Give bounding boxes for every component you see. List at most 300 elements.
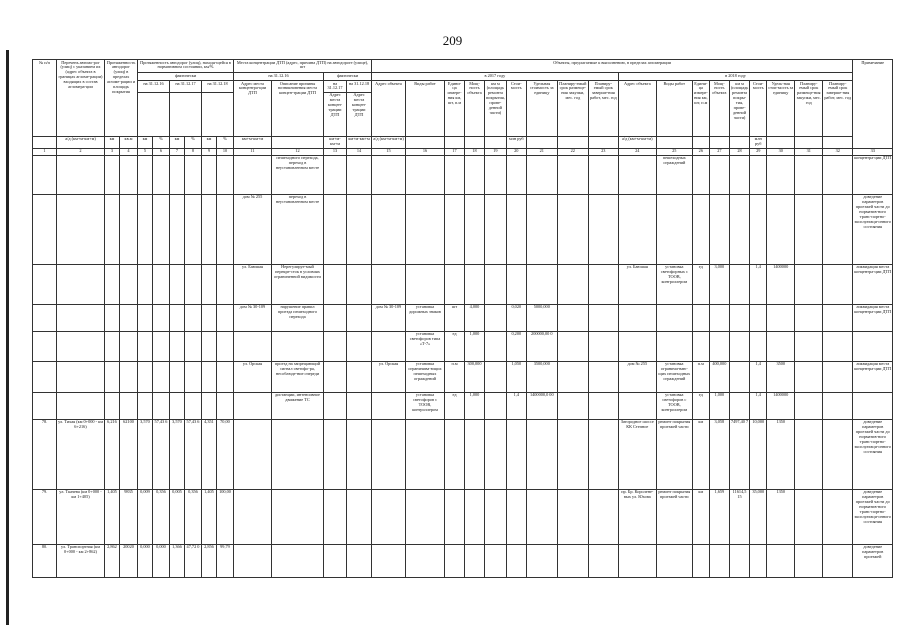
cell-c19 xyxy=(485,331,507,361)
cell-c28: 11614,5 15 xyxy=(729,489,749,544)
cell-c14 xyxy=(347,194,372,264)
cell-c27: 3,000 xyxy=(709,264,729,304)
hdr-power2: Мощ-ность объекта xyxy=(709,81,729,137)
cell-c27 xyxy=(709,155,729,194)
hdr-c1114: Места концентрации ДТП (адрес, причина ДТП) на автодороге (улице), шт xyxy=(234,60,372,73)
unit-km-16: км xyxy=(138,136,153,148)
cell-c7 xyxy=(170,155,185,194)
cell-c18: 4,000 xyxy=(465,304,485,331)
cell-c5 xyxy=(138,194,153,264)
cell-c6: 0,000 xyxy=(153,544,170,577)
hdr-addr18: Адрес места концен-трации ДТП xyxy=(347,92,372,136)
cell-c10 xyxy=(217,264,234,304)
hdr-c34: Протяженность автодорог (улиц) в пределах агломе-рации и площадь покрытия xyxy=(105,60,138,137)
cell-c31 xyxy=(795,361,823,392)
cell-c18: 1,000 xyxy=(465,331,485,361)
cell-c15 xyxy=(372,392,406,419)
cell-c16 xyxy=(406,194,445,264)
cell-c10: 99,79 xyxy=(217,544,234,577)
cell-c2 xyxy=(57,331,105,361)
hdr-plan2: Планиру-емый срок заверше-ния работ, мес. год xyxy=(588,81,618,137)
cell-c14 xyxy=(347,392,372,419)
hdr-fact2: фактически xyxy=(324,73,372,81)
cell-c15 xyxy=(372,155,406,194)
hdr-c33: Примечание xyxy=(853,60,893,149)
cell-c24 xyxy=(618,194,656,264)
cell-c13 xyxy=(324,392,347,419)
cell-c17 xyxy=(445,419,465,489)
cell-c23 xyxy=(588,361,618,392)
unit-sqm: кв.м xyxy=(120,136,138,148)
unit-kmm-4: а/д (км+м-км+м) xyxy=(372,136,406,148)
cell-c10 xyxy=(217,194,234,264)
cell-c27 xyxy=(709,544,729,577)
cell-c18 xyxy=(465,264,485,304)
hdr-c1532: Объекты, предлагаемые к выполнению, в пределах агломерации xyxy=(372,60,853,73)
hdr-power: Мощ-ность объекта xyxy=(465,81,485,137)
cell-c22 xyxy=(557,419,588,489)
cell-c4: 20020 xyxy=(120,544,138,577)
cell-c15 xyxy=(372,331,406,361)
cell-c28 xyxy=(729,392,749,419)
cell-c16 xyxy=(406,419,445,489)
cell-c21: 3500,000 xyxy=(526,361,557,392)
cell-c25: установка светофоров с ТООВ, контроллером xyxy=(656,392,692,419)
cell-c14 xyxy=(347,419,372,489)
cell-c23 xyxy=(588,392,618,419)
cell-c24 xyxy=(618,331,656,361)
cell-c4: 62100 xyxy=(120,419,138,489)
cell-c9 xyxy=(202,155,217,194)
cell-c21 xyxy=(526,264,557,304)
cell-c15 xyxy=(372,419,406,489)
cell-c13 xyxy=(324,331,347,361)
cell-c19 xyxy=(485,155,507,194)
cell-c28 xyxy=(729,361,749,392)
cell-c9 xyxy=(202,264,217,304)
colnum: 7 xyxy=(170,148,185,155)
hdr-works2: Виды работ xyxy=(656,81,692,137)
colnum: 16 xyxy=(406,148,445,155)
cell-c18 xyxy=(465,155,485,194)
table-row xyxy=(33,544,893,577)
cell-c4 xyxy=(120,392,138,419)
cell-c21: 5000,000 xyxy=(526,304,557,331)
cell-c17 xyxy=(445,194,465,264)
cell-c25 xyxy=(656,304,692,331)
cell-c7 xyxy=(170,194,185,264)
cell-c31 xyxy=(795,544,823,577)
cell-c33: доведение параметров проезжей xyxy=(853,544,893,577)
cell-c30 xyxy=(767,155,795,194)
cell-c28 xyxy=(729,264,749,304)
colnum: 19 xyxy=(485,148,507,155)
cell-c1 xyxy=(33,194,57,264)
cell-c19 xyxy=(485,194,507,264)
hdr-y2018: в 2018 году xyxy=(618,73,852,81)
cell-c3 xyxy=(105,194,120,264)
cell-c8 xyxy=(185,392,202,419)
colnum: 5 xyxy=(138,148,153,155)
cell-c18: 300,000 xyxy=(465,361,485,392)
hdr-d1217b: на 31.12.17 xyxy=(324,81,347,93)
cell-c17 xyxy=(445,489,465,544)
cell-c1 xyxy=(33,361,57,392)
colnum: 33 xyxy=(853,148,893,155)
cell-c28: 7497,40 7 xyxy=(729,419,749,489)
cell-c11 xyxy=(234,155,272,194)
hdr-d1216: на 31.12.16 xyxy=(138,81,170,93)
cell-c21 xyxy=(526,489,557,544)
cell-c28 xyxy=(729,544,749,577)
cell-c29 xyxy=(750,331,767,361)
cell-c1 xyxy=(33,392,57,419)
cell-c21: 200000,00 0 xyxy=(526,331,557,361)
unit-km-17: км xyxy=(170,136,185,148)
cell-c27: 1,659 xyxy=(709,489,729,544)
cell-c17 xyxy=(445,155,465,194)
cell-c14 xyxy=(347,361,372,392)
cell-c17: ед xyxy=(445,331,465,361)
table-row xyxy=(33,304,893,331)
colnum: 2 xyxy=(57,148,105,155)
cell-c22 xyxy=(557,361,588,392)
colnum: 21 xyxy=(526,148,557,155)
cell-c3 xyxy=(105,392,120,419)
hdr-c1: № п/п xyxy=(33,60,57,137)
cell-c33 xyxy=(853,331,893,361)
cell-c30: 1400000 xyxy=(767,392,795,419)
unit-mln-2: млн руб xyxy=(750,136,767,148)
table-row xyxy=(33,419,893,489)
cell-c16 xyxy=(406,264,445,304)
cell-c7 xyxy=(170,304,185,331)
cell-c23 xyxy=(588,264,618,304)
colnum: 13 xyxy=(324,148,347,155)
cell-c6 xyxy=(153,194,170,264)
cell-c20: 1,050 xyxy=(506,361,526,392)
cell-c15 xyxy=(372,544,406,577)
cell-c2: ул. Транспортная (км 0+000 - км 2+862) xyxy=(57,544,105,577)
cell-c21 xyxy=(526,194,557,264)
unit-kmm-1: км+м-км+м xyxy=(234,136,272,148)
cell-c18 xyxy=(465,489,485,544)
table-row xyxy=(33,489,893,544)
cell-c13 xyxy=(324,361,347,392)
cell-c15 xyxy=(372,264,406,304)
cell-c14 xyxy=(347,544,372,577)
hdr-ucost2: Удель-ная стои-мость за единицу xyxy=(767,81,795,137)
cell-c20 xyxy=(506,419,526,489)
cell-c9 xyxy=(202,361,217,392)
cell-c3: 2,862 xyxy=(105,544,120,577)
cell-c32 xyxy=(823,194,853,264)
cell-c13 xyxy=(324,304,347,331)
cell-c3 xyxy=(105,304,120,331)
colnum: 6 xyxy=(153,148,170,155)
cell-c33: ликвидация места концентра-ции ДТП xyxy=(853,264,893,304)
unit-pct-18: % xyxy=(217,136,234,148)
cell-c17: шт xyxy=(445,304,465,331)
cell-c24: дом № 255 xyxy=(618,361,656,392)
cell-c23 xyxy=(588,304,618,331)
hdr-y2017: в 2017 году xyxy=(372,73,619,81)
cell-c19 xyxy=(485,392,507,419)
colnum: 24 xyxy=(618,148,656,155)
cell-c2: ул. Тихая (км 0+000 - км 6+216) xyxy=(57,419,105,489)
colnum: 1 xyxy=(33,148,57,155)
colnum: 8 xyxy=(185,148,202,155)
cell-c3 xyxy=(105,331,120,361)
cell-c15: ул. Орская xyxy=(372,361,406,392)
cell-c30: 1350 xyxy=(767,419,795,489)
cell-c33: доведение параметров проезжей части до норматив-ного транс-портно-эксплуатаци-онного состояния xyxy=(853,194,893,264)
cell-c23 xyxy=(588,489,618,544)
cell-c31 xyxy=(795,489,823,544)
cell-c29: 1,4 xyxy=(750,361,767,392)
cell-c33 xyxy=(853,392,893,419)
cell-c1 xyxy=(33,304,57,331)
cell-c29 xyxy=(750,155,767,194)
cell-c33: доведение параметров проезжей части до норматив-ного транс-портно-эксплуатаци-онного состояния xyxy=(853,489,893,544)
cell-c9 xyxy=(202,194,217,264)
cell-c22 xyxy=(557,194,588,264)
cell-c25 xyxy=(656,544,692,577)
unit-pct-16: % xyxy=(153,136,170,148)
cell-c5 xyxy=(138,155,153,194)
hdr-cost: Стои-мость xyxy=(506,81,526,137)
hdr-repair: км м (площадь ремонта покрытия, прове-денной части) xyxy=(485,81,507,137)
cell-c7 xyxy=(170,331,185,361)
cell-c28 xyxy=(729,194,749,264)
cell-c11 xyxy=(234,331,272,361)
cell-c19 xyxy=(485,304,507,331)
cell-c29: 35,000 xyxy=(750,489,767,544)
cell-c15: дом № 30-109 xyxy=(372,304,406,331)
cell-c13 xyxy=(324,264,347,304)
cell-c2 xyxy=(57,264,105,304)
cell-c12: дистанции, интенсивное движение ТС xyxy=(272,392,324,419)
colnum: 26 xyxy=(692,148,709,155)
cell-c30: 3500 xyxy=(767,361,795,392)
cell-c23 xyxy=(588,155,618,194)
agglomeration-table xyxy=(32,59,893,578)
colnum: 18 xyxy=(465,148,485,155)
cell-c11 xyxy=(234,489,272,544)
cell-c21 xyxy=(526,544,557,577)
cell-c13 xyxy=(324,544,347,577)
cell-c10 xyxy=(217,304,234,331)
cell-c7: 0,005 xyxy=(170,489,185,544)
hdr-d1216b: на 31.12.16 xyxy=(234,73,324,81)
unit-pct-17: % xyxy=(185,136,202,148)
cell-c12: нарушение правил проезда пешеходного перехода xyxy=(272,304,324,331)
hdr-addr17: Адрес места концен-трации ДТП xyxy=(324,92,347,136)
cell-c24: пр. Бр. Королене-вых ул. Юхова xyxy=(618,489,656,544)
colnum: 17 xyxy=(445,148,465,155)
cell-c5: 0,009 xyxy=(138,489,153,544)
colnum: 11 xyxy=(234,148,272,155)
colnum: 30 xyxy=(767,148,795,155)
cell-c27 xyxy=(709,194,729,264)
colnum: 29 xyxy=(750,148,767,155)
cell-c15 xyxy=(372,489,406,544)
cell-c21 xyxy=(526,155,557,194)
cell-c4 xyxy=(120,361,138,392)
hdr-plan: Планиру-емый срок размеще-ния закупки, мес. год xyxy=(557,81,588,137)
cell-c27: 3,058 xyxy=(709,419,729,489)
cell-c27 xyxy=(709,304,729,331)
table-row xyxy=(33,155,893,194)
cell-c17: ед xyxy=(445,392,465,419)
cell-c26 xyxy=(692,304,709,331)
hdr-obj-addr2: Адрес объекта xyxy=(618,81,656,137)
cell-c1: 79. xyxy=(33,489,57,544)
cell-c10 xyxy=(217,155,234,194)
cell-c6 xyxy=(153,264,170,304)
cell-c11: ул. Баюшая xyxy=(234,264,272,304)
hdr-plan3: Планиру-емый срок размеще-ния закупки, мес. год xyxy=(795,81,823,137)
cell-c32 xyxy=(823,331,853,361)
colnum: 22 xyxy=(557,148,588,155)
cell-c6 xyxy=(153,331,170,361)
cell-c24: Затородное шоссе КК Степное xyxy=(618,419,656,489)
cell-c29: 1,4 xyxy=(750,264,767,304)
cell-c7 xyxy=(170,392,185,419)
cell-c11: ул. Орская xyxy=(234,361,272,392)
cell-c2 xyxy=(57,361,105,392)
cell-c30: 1400000 xyxy=(767,264,795,304)
colnum: 31 xyxy=(795,148,823,155)
cell-c16: установка дорожных знаков xyxy=(406,304,445,331)
cell-c29: 1,4 xyxy=(750,392,767,419)
cell-c25: установка ограничи-ваю-щих пешеходных ограждений xyxy=(656,361,692,392)
cell-c30 xyxy=(767,544,795,577)
cell-c16: установка светофоров с ТООВ, контроллером xyxy=(406,392,445,419)
unit-addr: а/д (км+м-км+м) xyxy=(57,136,105,148)
table-row xyxy=(33,331,893,361)
cell-c5 xyxy=(138,392,153,419)
cell-c1: 78. xyxy=(33,419,57,489)
cell-c10: 100,00 xyxy=(217,489,234,544)
cell-c12 xyxy=(272,544,324,577)
cell-c10 xyxy=(217,331,234,361)
column-number-row xyxy=(33,148,893,155)
cell-c8 xyxy=(185,361,202,392)
cell-c9 xyxy=(202,304,217,331)
unit-mln-1: млн руб xyxy=(506,136,526,148)
cell-c12: переход в неустановленном месте xyxy=(272,194,324,264)
cell-c30 xyxy=(767,304,795,331)
cell-c3 xyxy=(105,155,120,194)
cell-c12 xyxy=(272,331,324,361)
unit-km: км xyxy=(105,136,120,148)
cell-c11: дом № 255 xyxy=(234,194,272,264)
cell-c33: ликвидация места концентра-ции ДТП xyxy=(853,304,893,331)
cell-c8: 0,356 xyxy=(185,489,202,544)
cell-c32 xyxy=(823,489,853,544)
hdr-unit: Едини-ца измере-ния км, шт, п.м xyxy=(445,81,465,137)
cell-c20 xyxy=(506,544,526,577)
cell-c11 xyxy=(234,392,272,419)
cell-c12: проезд на запрещающий сигнал светофо-ра, несоблюде-ние очереди xyxy=(272,361,324,392)
cell-c24 xyxy=(618,304,656,331)
cell-c29 xyxy=(750,194,767,264)
cell-c26: км xyxy=(692,489,709,544)
hdr-cost2: Стои-мость xyxy=(750,81,767,137)
cell-c12: пешеходного перехода, переход в неустановленном месте xyxy=(272,155,324,194)
cell-c2 xyxy=(57,304,105,331)
cell-c3 xyxy=(105,361,120,392)
cell-c12: Нерегулируе-мый перекре-сток в условиях ограниченной видимости xyxy=(272,264,324,304)
cell-c16: установка светофоров типа «Т-7» xyxy=(406,331,445,361)
cell-c31 xyxy=(795,392,823,419)
cell-c26: км xyxy=(692,419,709,489)
cell-c24 xyxy=(618,155,656,194)
cell-c9: 4,351 xyxy=(202,419,217,489)
colnum: 3 xyxy=(105,148,120,155)
cell-c9: 1,405 xyxy=(202,489,217,544)
header-row-units xyxy=(33,136,893,148)
cell-c23 xyxy=(588,419,618,489)
cell-c12 xyxy=(272,419,324,489)
cell-c27 xyxy=(709,331,729,361)
cell-c6 xyxy=(153,304,170,331)
cell-c5 xyxy=(138,361,153,392)
cell-c15 xyxy=(372,194,406,264)
cell-c5 xyxy=(138,331,153,361)
colnum: 10 xyxy=(217,148,234,155)
cell-c1 xyxy=(33,155,57,194)
cell-c6 xyxy=(153,155,170,194)
hdr-unit2: Едини-ца измере-ния км, шт, п.м xyxy=(692,81,709,137)
cell-c10: 70,00 xyxy=(217,419,234,489)
cell-c2 xyxy=(57,155,105,194)
cell-c23 xyxy=(588,544,618,577)
cell-c31 xyxy=(795,331,823,361)
cell-c16 xyxy=(406,489,445,544)
cell-c25 xyxy=(656,331,692,361)
unit-kmm-3: км+м-км+м xyxy=(347,136,372,148)
colnum: 14 xyxy=(347,148,372,155)
cell-c7: 1,366 xyxy=(170,544,185,577)
hdr-fact: фактически xyxy=(138,73,234,81)
cell-c2: ул. Ткачева (км 0+000 - км 1+405) xyxy=(57,489,105,544)
cell-c26 xyxy=(692,155,709,194)
cell-c25: установка светофорных с ТООВ, контроллером xyxy=(656,264,692,304)
cell-c32 xyxy=(823,155,853,194)
cell-c19 xyxy=(485,489,507,544)
cell-c5: 0,000 xyxy=(138,544,153,577)
cell-c25: пешеходных ограждений xyxy=(656,155,692,194)
cell-c22 xyxy=(557,331,588,361)
cell-c4 xyxy=(120,155,138,194)
hdr-c2: Перечень автомо-рог (улиц) с указанием их (адрес объекта в границах агломе-рации) входящих в состав агломера-ции xyxy=(57,60,105,137)
cell-c10 xyxy=(217,392,234,419)
cell-c29 xyxy=(750,544,767,577)
cell-c19 xyxy=(485,361,507,392)
cell-c6 xyxy=(153,392,170,419)
cell-c32 xyxy=(823,361,853,392)
cell-c28 xyxy=(729,331,749,361)
cell-c29: 10,000 xyxy=(750,419,767,489)
cell-c26: ед xyxy=(692,392,709,419)
cell-c33: концентра-ции ДТП xyxy=(853,155,893,194)
cell-c2 xyxy=(57,194,105,264)
header-row-1 xyxy=(33,60,893,73)
cell-c30 xyxy=(767,194,795,264)
hdr-descr: Описание причины возникновения места концен-трации ДТП xyxy=(272,81,324,137)
